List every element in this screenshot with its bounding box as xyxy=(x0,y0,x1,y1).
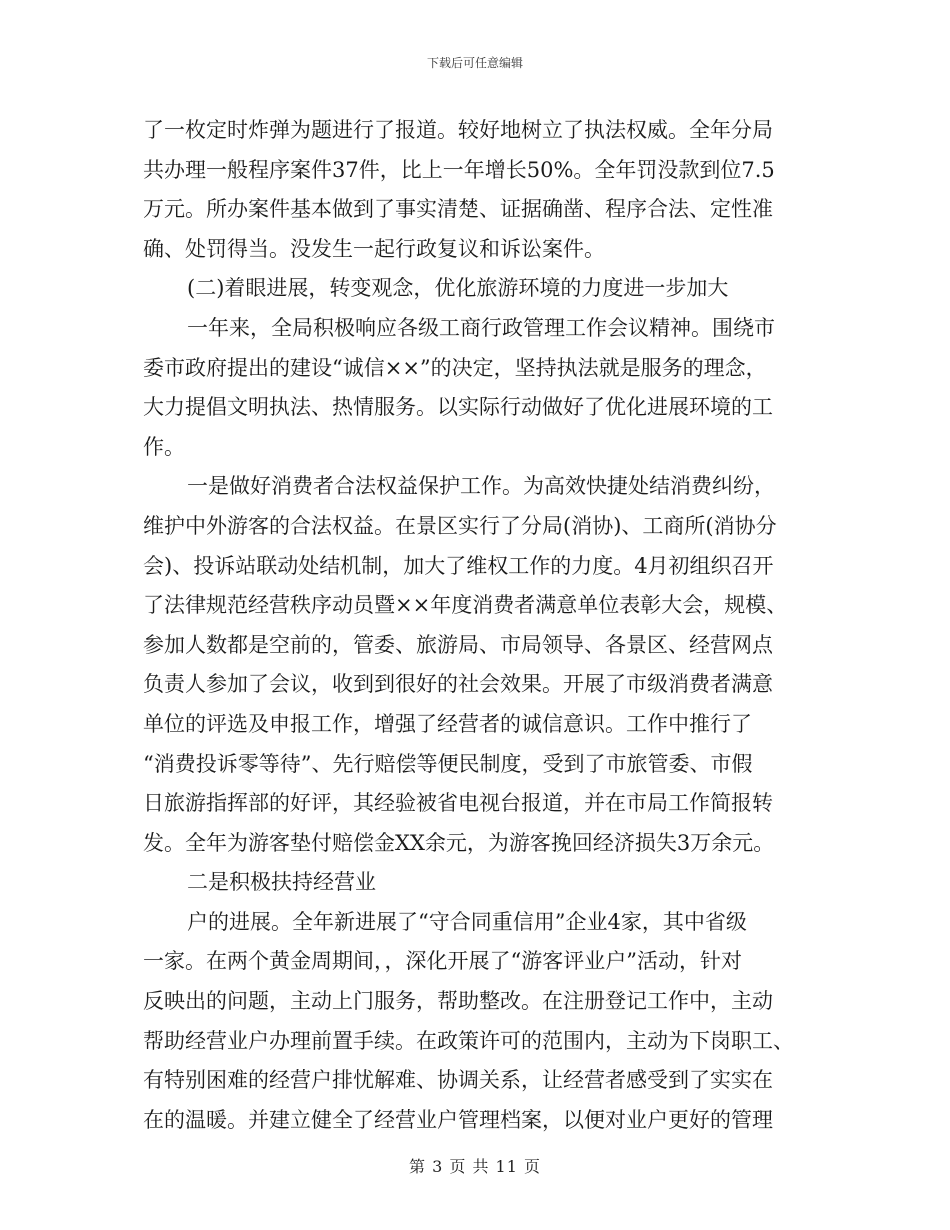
text-line: 会)、投诉站联动处结机制，加大了维权工作的力度。4月初组织召开 xyxy=(143,553,774,578)
text-line: 了一枚定时炸弹为题进行了报道。较好地树立了执法权威。全年分局 xyxy=(143,118,773,142)
text-line: (二)着眼进展，转变观念，优化旅游环境的力度进一步加大 xyxy=(187,276,729,301)
document-body xyxy=(143,111,813,1140)
text-line: 维护中外游客的合法权益。在景区实行了分局(消协)、工商所(消协分 xyxy=(143,513,777,538)
text-line: 日旅游指挥部的好评，其经验被省电视台报道，并在市局工作简报转 xyxy=(143,791,773,816)
page-header: 下载后可任意编辑 xyxy=(426,56,523,70)
text-line: 共办理一般程序案件37件，比上一年增长50%。全年罚没款到位7.5 xyxy=(143,157,775,182)
text-line: 万元。所办案件基本做到了事实清楚、证据确凿、程序合法、定性准 xyxy=(143,197,773,222)
text-line: 大力提倡文明执法、热情服务。以实际行动做好了优化进展环境的工 xyxy=(143,395,773,420)
text-line: 单位的评选及申报工作，增强了经营者的诚信意识。工作中推行了 xyxy=(143,711,752,736)
text-line: 户的进展。全年新进展了“守合同重信用”企业4家，其中省级 xyxy=(187,909,747,934)
text-line: 在的温暖。并建立健全了经营业户管理档案，以便对业户更好的管理 xyxy=(143,1107,773,1132)
text-line: “消费投诉零等待”、先行赔偿等便民制度，受到了市旅管委、市假 xyxy=(143,751,753,776)
text-line: 委市政府提出的建设“诚信××”的决定，坚持执法就是服务的理念， xyxy=(143,355,767,380)
text-line: 有特别困难的经营户排忧解难、协调关系，让经营者感受到了实实在 xyxy=(143,1068,773,1093)
text-line: 一年来，全局积极响应各级工商行政管理工作会议精神。围绕市 xyxy=(187,315,775,340)
text-line: 了法律规范经营秩序动员暨××年度消费者满意单位表彰大会，规模、 xyxy=(143,593,788,618)
text-line: 一家。在两个黄金周期间，，深化开展了“游客评业户”活动，针对 xyxy=(143,949,742,974)
text-line: 发。全年为游客垫付赔偿金XX余元，为游客挽回经济损失3万余元。 xyxy=(143,830,775,855)
text-line: 参加人数都是空前的，管委、旅游局、市局领导、各景区、经营网点 xyxy=(143,632,773,657)
page-footer: 第 3 页 共 11 页 xyxy=(409,1157,541,1176)
text-line: 二是积极扶持经营业 xyxy=(187,870,376,895)
text-line: 确、处罚得当。没发生一起行政复议和诉讼案件。 xyxy=(143,236,605,261)
text-line: 帮助经营业户办理前置手续。在政策许可的范围内，主动为下岗职工、 xyxy=(143,1028,794,1053)
text-line: 负责人参加了会议，收到到很好的社会效果。开展了市级消费者满意 xyxy=(143,672,773,697)
text-line: 作。 xyxy=(143,434,185,459)
text-line: 一是做好消费者合法权益保护工作。为高效快捷处结消费纠纷， xyxy=(187,474,775,499)
text-line: 反映出的问题，主动上门服务，帮助整改。在注册登记工作中，主动 xyxy=(143,989,773,1014)
